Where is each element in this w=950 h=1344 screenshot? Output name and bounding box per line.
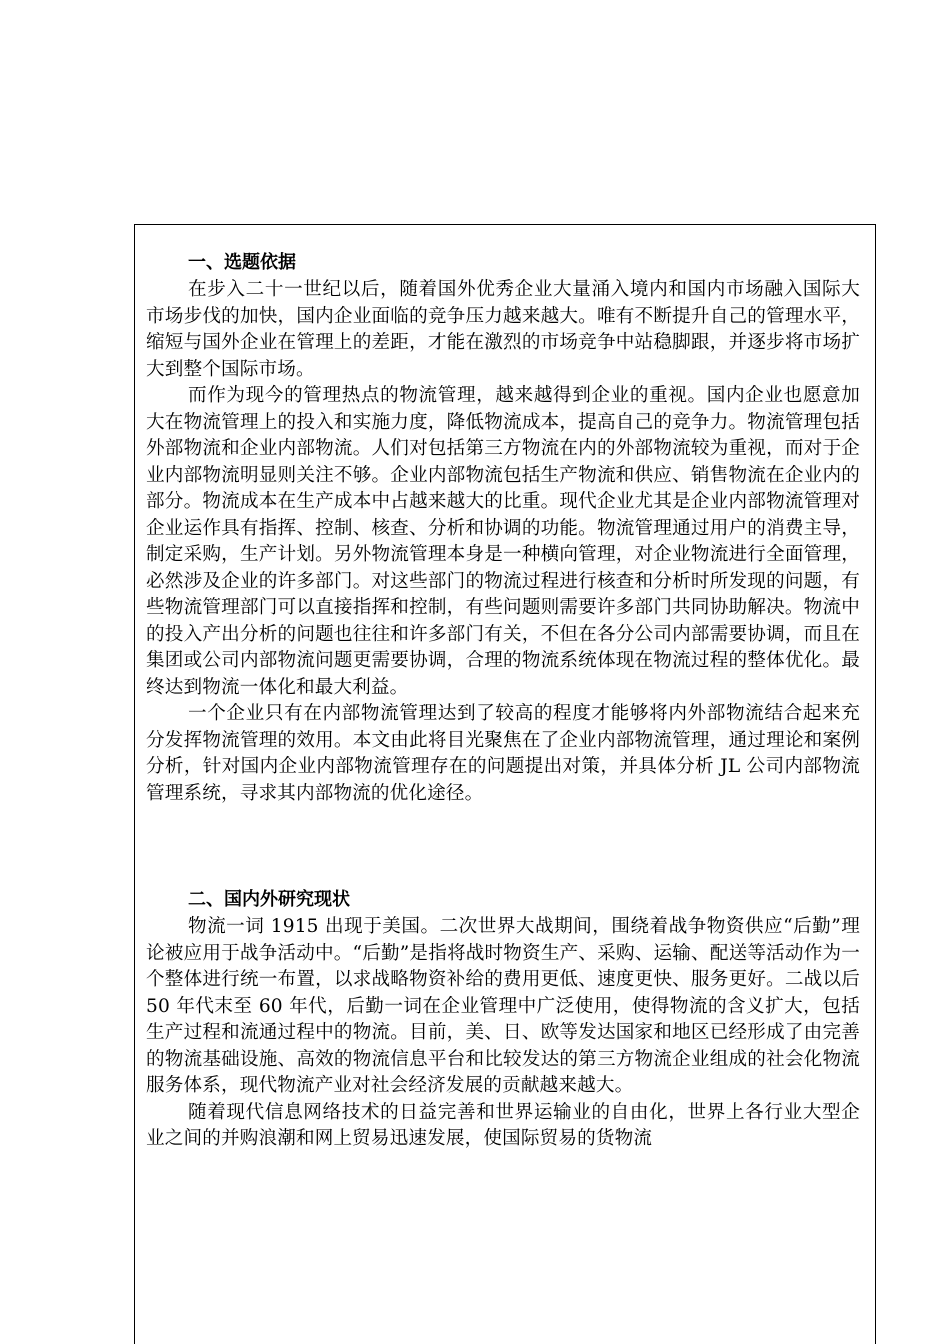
spacer: [146, 807, 860, 860]
section-1-paragraph-2: 而作为现今的管理热点的物流管理，越来越得到企业的重视。国内企业也愿意加大在物流管理上的投入和实施力度，降低物流成本，提高自己的竞争力。物流管理包括外部物流和企业内部物流。人们对包括第三方物流在内的外部物流较为重视，而对于企业内部物流明显则关注不够。企业内部物流包括生产物流和供应、销售物流在企业内的部分。物流成本在生产成本中占越来越大的比重。现代企业尤其是企业内部物流管理对企业运作具有指挥、控制、核查、分析和协调的功能。物流管理通过用户的消费主导，制定采购，生产计划。另外物流管理本身是一种横向管理，对企业物流进行全面管理，必然涉及企业的许多部门。对这些部门的物流过程进行核查和分析时所发现的问题，有些物流管理部门可以直接指挥和控制，有些问题则需要许多部门共同协助解决。物流中的投入产出分析的问题也往往和许多部门有关，不但在各分公司内部需要协调，而且在集团或公司内部物流问题更需要协调，合理的物流系统体现在物流过程的整体优化。最终达到物流一体化和最大利益。: [146, 385, 860, 698]
section-1-paragraph-1: 在步入二十一世纪以后，随着国外优秀企业大量涌入境内和国内市场融入国际大市场步伐的加快，国内企业面临的竞争压力越来越大。唯有不断提升自己的管理水平，缩短与国外企业在管理上的差距，才能在激烈的市场竞争中站稳脚跟，并逐步将市场扩大到整个国际市场。: [146, 279, 860, 380]
section-1-heading: 一、选题依据: [188, 252, 296, 273]
section-1-paragraph-3: 一个企业只有在内部物流管理达到了较高的程度才能够将内外部物流结合起来充分发挥物流管理的效用。本文由此将目光聚焦在了企业内部物流管理，通过理论和案例分析，针对国内企业内部物流管理存在的问题提出对策，并具体分析 JL 公司内部物流管理系统，寻求其内部物流的优化途径。: [146, 703, 860, 804]
section-2-paragraph-2: 随着现代信息网络技术的日益完善和世界运输业的自由化，世界上各行业大型企业之间的并购浪潮和网上贸易迅速发展，使国际贸易的货物流: [146, 1101, 860, 1149]
document-table-cell: [134, 224, 876, 1344]
section-2-paragraph-1: 物流一词 1915 出现于美国。二次世界大战期间，围绕着战争物资供应“后勤”理论被应用于战争活动中。“后勤”是指将战时物资生产、采购、运输、配送等活动作为一个整体进行统一布置，以求战略物资补给的费用更低、速度更快、服务更好。二战以后 50 年代末至 60 年代，后勤一词在企业管理中广泛使用，使得物流的含义扩大，包括生产过程和流通过程中的物流。目前，美、日、欧等发达国家和地区已经形成了由完善的物流基础设施、高效的物流信息平台和比较发达的第三方物流企业组成的社会化物流服务体系，现代物流产业对社会经济发展的贡献越来越大。: [146, 916, 860, 1096]
spacer: [146, 860, 860, 886]
section-2-heading: 二、国内外研究现状: [188, 889, 350, 910]
document-content: [146, 249, 860, 1153]
